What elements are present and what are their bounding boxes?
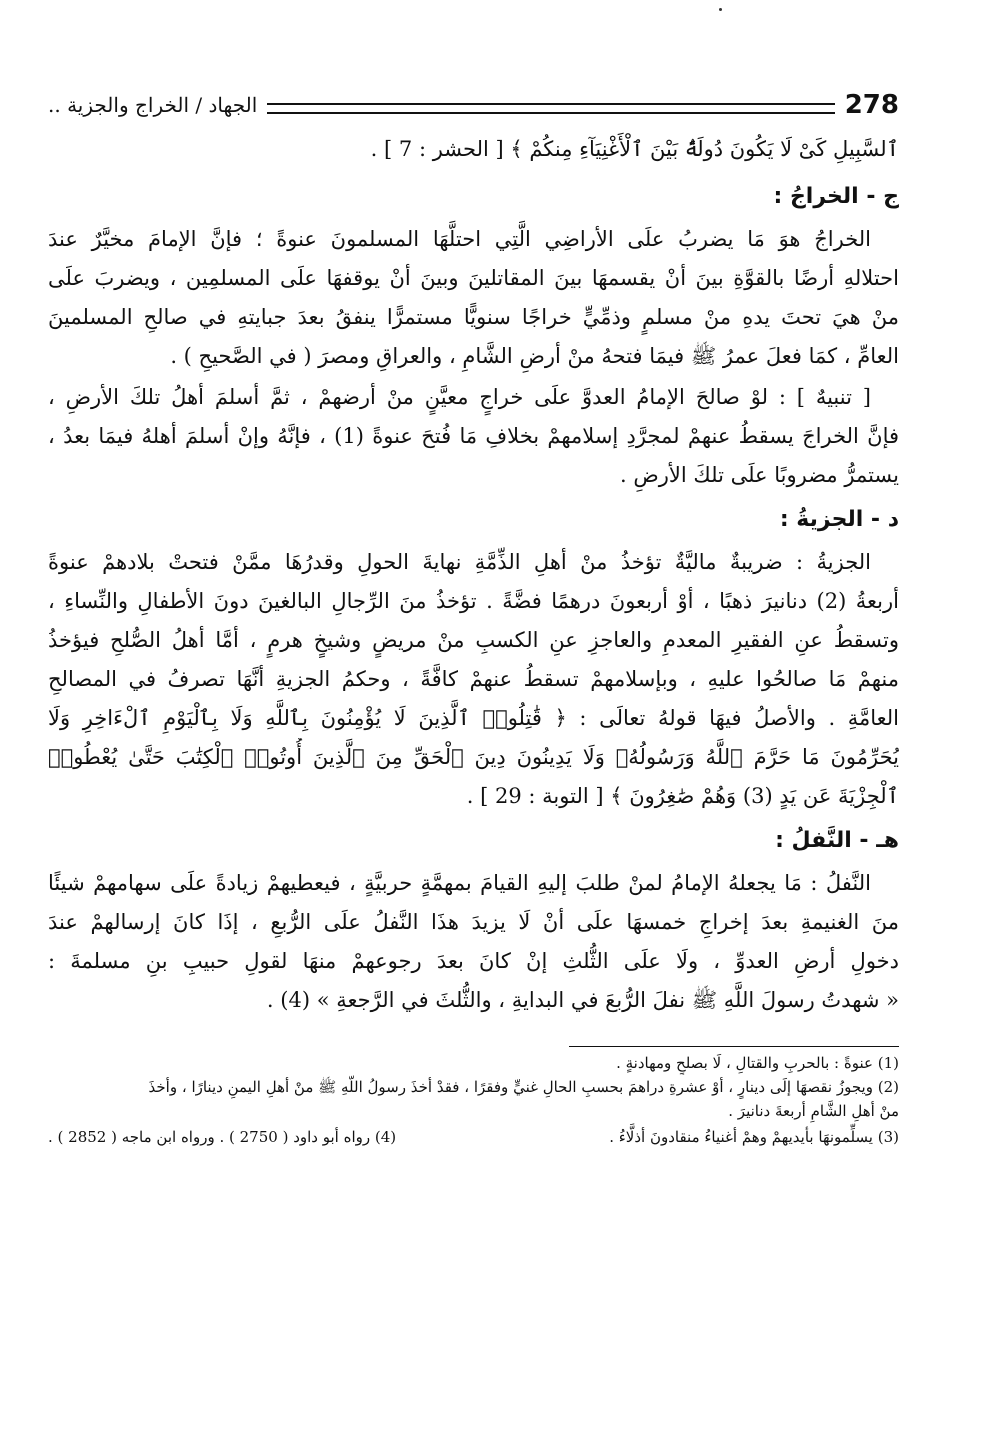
running-header	[48, 78, 899, 120]
section-heading-jizya: د - الجزيةُ :	[779, 507, 899, 532]
footnote-1: (1) عنوةً : بالحربِ والقتالِ ، لَا بصلحٍ ومهادنةٍ .	[616, 1054, 899, 1072]
footnote-2-continued: منْ أهلِ الشَّامِ أربعةَ دنانيرَ .	[728, 1102, 899, 1120]
text-line: الجزيةُ : ضريبةٌ ماليَّةٌ تؤخذُ منْ أهلِ الذِّمَّةِ نهايةَ الحولِ وقدرُهَا ممَّنْ فتحتْ بلادهمْ عنوةً	[48, 550, 871, 574]
paragraph-nafl	[48, 864, 899, 1020]
section-heading-kharaj: ج - الخراجُ :	[773, 184, 899, 209]
text-line: فإنَّ الخراجَ يسقطُ عنهمْ لمجرَّدِ إسلامهمْ بخلافِ مَا فُتحَ عنوةً (1) ، فإنَّهُ وإنْ أسلمَ أهلهُ فيمَا بعدُ ،	[48, 424, 899, 448]
header-double-rule	[267, 103, 834, 114]
page-number: 278	[844, 90, 899, 120]
text-line: منهمْ مَا صالحُوا عليهِ ، وبإسلامهمْ تسقطُ عنهمْ كافَّةً ، وحكمُ الجزيةِ أنَّهَا تصرفُ في المصالحِ	[48, 667, 899, 691]
text-line: أربعةُ (2) دنانيرَ ذهبًا ، أوْ أربعونَ درهمًا فضَّةً . تؤخذُ منَ الرِّجالِ البالغينَ دونَ الأطفالِ والنِّساءِ ،	[48, 589, 899, 613]
running-title: الجهاد / الخراج والجزية ..	[48, 93, 258, 117]
text-line: الخراجُ هوَ مَا يضربُ علَى الأراضِي الَّتِي احتلَّهَا المسلمونَ عنوةً ؛ فإنَّ الإمامَ مخيَّرٌ عندَ	[48, 227, 871, 251]
text-line: العامِّ ، كمَا فعلَ عمرُ ﷺ فيمَا فتحهُ منْ أرضِ الشَّامِ ، والعراقِ ومصرَ ( في الصَّحيحِ ) .	[170, 344, 899, 368]
footnote-2: (2) ويجوزُ نقصهَا إلَى دينارٍ ، أوْ عشرةِ دراهمَ بحسبِ الحالِ غنيٍّ وفقرًا ، فقدْ أخذَ رسولُ اللَّهِ ﷺ منْ أهلِ اليمنِ دينارًا ، وأخذَ	[148, 1078, 899, 1096]
paragraph-note	[48, 378, 899, 495]
text-line: دخولِ أرضِ العدوِّ ، ولَا علَى الثُّلثِ إنْ كانَ بعدَ رجوعهمْ منهَا لقولِ حبيبِ بنِ مسلمةَ :	[48, 949, 899, 973]
paragraph-kharaj	[48, 220, 899, 376]
text-line: منَ الغنيمةِ بعدَ إخراجِ خمسهَا علَى أنْ لَا يزيدَ هذَا النَّفلُ علَى الرُّبعِ ، إذَا كانَ إرسالهمْ عندَ	[48, 910, 899, 934]
quran-verse-continuation: ٱلسَّبِيلِ كَىْ لَا يَكُونَ دُولَةًۢ بَيْنَ ٱلْأَغْنِيَآءِ مِنكُمْ ﴾ [ الحشر : 7 ] .	[370, 137, 899, 161]
footnote-3: (3) يسلِّمونهَا بأيديهمْ وهمْ أغنياءُ منقادونَ أذلَّاءُ .	[609, 1128, 899, 1146]
text-line: احتلالهِ أرضًا بالقوَّةِ بينَ أنْ يقسمهَا بينَ المقاتلينَ وبينَ أنْ يوقفهَا علَى المسلمِين ، ويضربَ علَى	[48, 266, 899, 290]
section-heading-nafl: هـ - النَّفلُ :	[775, 828, 899, 853]
footnote-4: (4) رواه أبو داود ( 2750 ) . ورواه ابن ماجه ( 2852 ) .	[48, 1128, 397, 1146]
footnote-separator	[569, 1046, 899, 1047]
text-line: وتسقطُ عنِ الفقيرِ المعدمِ والعاجزِ عنِ الكسبِ منْ مريضٍ وشيخٍ هرمٍ ، أمَّا أهلُ الصُّلحِ فيؤخذُ	[48, 628, 899, 652]
text-line: [ تنبيهٌ ] : لوْ صالحَ الإمامُ العدوَّ علَى خراجٍ معيَّنٍ منْ أرضهمْ ، ثمَّ أسلمَ أهلُ تلكَ الأرضِ ،	[48, 385, 871, 409]
book-page	[48, 78, 899, 1404]
page-speck	[719, 8, 722, 11]
text-line: يستمرُّ مضروبًا علَى تلكَ الأرضِ .	[620, 463, 899, 487]
text-line: منْ هيَ تحتَ يدهِ منْ مسلمٍ وذمِّيٍّ خراجًا سنويًّا مستمرًّا ينفقُ بعدَ جبايتهِ في صالحِ المسلمينَ	[48, 305, 899, 329]
text-line: العامَّةِ . والأصلُ فيهَا قولهُ تعالَى : ﴿ قَٰتِلُوا۟ ٱلَّذِينَ لَا يُؤْمِنُونَ بِٱللَّهِ وَلَا بِٱلْيَوْمِ ٱلْءَاخِرِ وَلَا	[48, 706, 899, 730]
text-line: النَّفلُ : مَا يجعلهُ الإمامُ لمنْ طلبَ إليهِ القيامَ بمهمَّةٍ حربيَّةٍ ، فيعطيهمْ زيادةً علَى سهامهمْ شيئًا	[48, 871, 871, 895]
footnote-row-3-4	[48, 1123, 899, 1151]
text-line: يُحَرِّمُونَ مَا حَرَّمَ ٱللَّهُ وَرَسُولُهُۥ وَلَا يَدِينُونَ دِينَ ٱلْحَقِّ مِنَ ٱلَّذِينَ أُوتُوا۟ ٱلْكِتَٰبَ حَتَّىٰ يُعْطُوا۟	[48, 745, 899, 769]
text-line: ٱلْجِزْيَةَ عَن يَدٍ (3) وَهُمْ صَٰغِرُونَ ﴾ [ التوبة : 29 ] .	[466, 784, 899, 808]
text-line: « شهدتُ رسولَ اللَّهِ ﷺ نفلَ الرُّبعَ في البدايةِ ، والثُّلثَ في الرَّجعةِ » (4) .	[266, 988, 899, 1012]
paragraph-jizya	[48, 543, 899, 816]
